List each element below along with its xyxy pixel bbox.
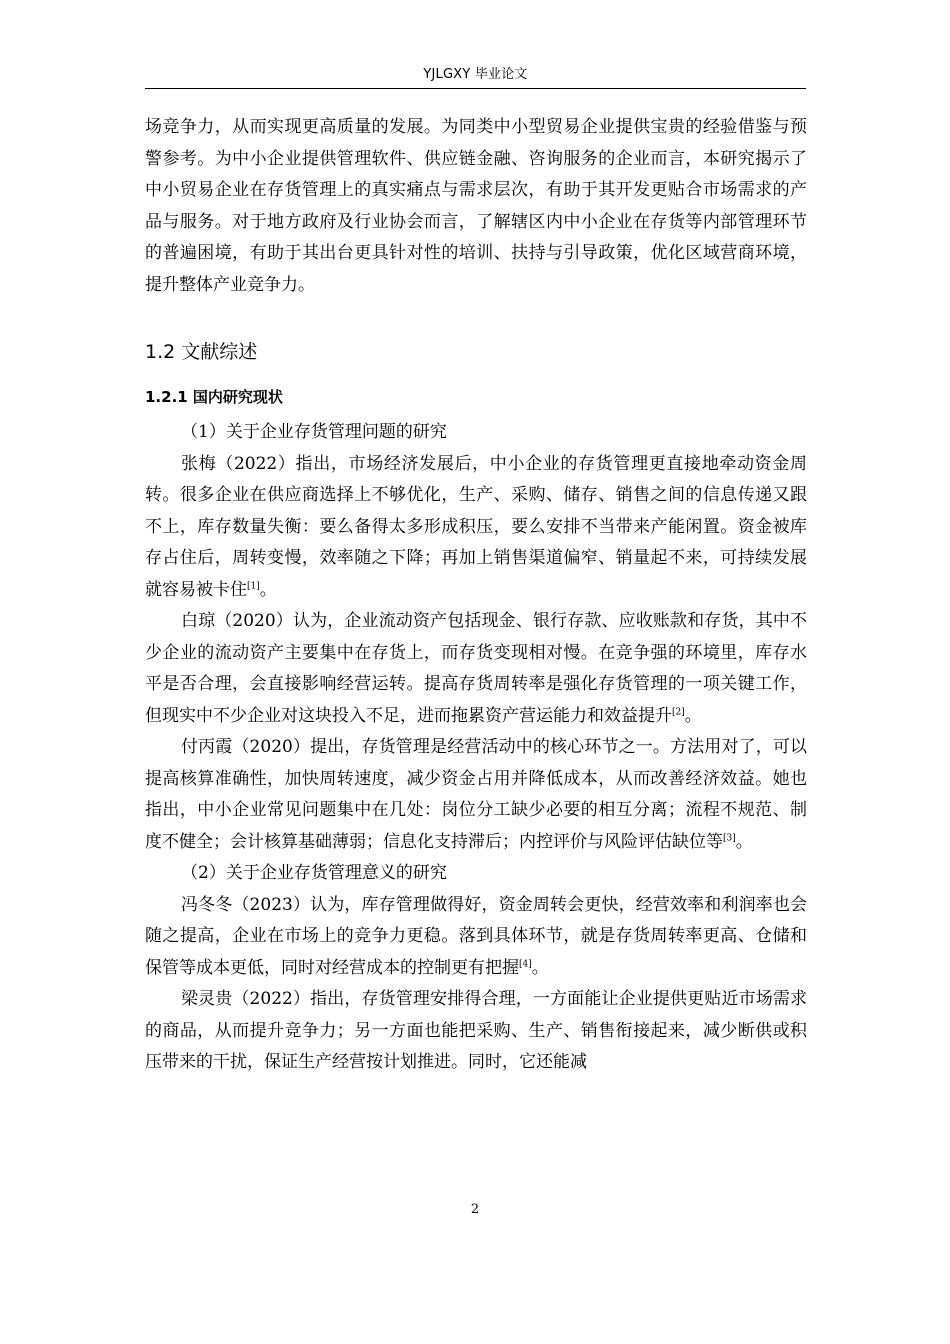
page-number: 2: [470, 1202, 480, 1217]
subsection-heading: 1.2.1 国内研究现状: [145, 388, 283, 406]
paragraph-feng: 冯冬冬（2023）认为，库存管理做得好，资金周转会更快，经营效率和利润率也会随之提高，企业在市场上的竞争力更稳。落到具体环节，就是存货周转率更高、仓储和保管等成本更低，同时对经营成本的控制更有把握[4]。: [145, 894, 807, 978]
paragraph-bai: 白琼（2020）认为，企业流动资产包括现金、银行存款、应收账款和存货，其中不少企业的流动资产主要集中在存货上，而存货变现相对慢。在竞争强的环境里，库存水平是否合理，会直接影响经营运转。提高存货周转率是强化存货管理的一项关键工作，但现实中不少企业对这块投入不足，进而拖累资产营运能力和效益提升[2]。: [145, 611, 807, 726]
section-heading: 1.2 文献综述: [145, 341, 258, 363]
page-header: YJLGXY 毕业论文: [423, 67, 528, 82]
paragraph-fu: 付丙霞（2020）提出，存货管理是经营活动中的核心环节之一。方法用对了，可以提高核算准确性，加快周转速度，减少资金占用并降低成本，从而改善经济效益。她也指出，中小企业常见问题集中在几处：岗位分工缺少必要的相互分离；流程不规范、制度不健全；会计核算基础薄弱；信息化支持滞后；内控评价与风险评估缺位等[3]。: [145, 737, 807, 852]
citation-2: [2]: [672, 706, 685, 717]
paragraph-zhang-text: 张梅（2022）指出，市场经济发展后，中小企业的存货管理更直接地牵动资金周转。很多企业在供应商选择上不够优化，生产、采购、储存、销售之间的信息传递又跟不上，库存数量失衡：要么备得太多形成积压，要么安排不当带来产能闲置。资金被库存占住后，周转变慢，效率随之下降；再加上销售渠道偏窄、销量起不来，可持续发展就容易被卡住: [145, 453, 807, 600]
topic-heading-1: （1）关于企业存货管理问题的研究: [181, 422, 447, 442]
citation-3: [3]: [723, 832, 736, 843]
paragraph-feng-text: 冯冬冬（2023）认为，库存管理做得好，资金周转会更快，经营效率和利润率也会随之提高，企业在市场上的竞争力更稳。落到具体环节，就是存货周转率更高、仓储和保管等成本更低，同时对经营成本的控制更有把握: [145, 894, 807, 978]
citation-1: [1]: [247, 580, 260, 591]
intro-paragraph: 场竞争力，从而实现更高质量的发展。为同类中小型贸易企业提供宝贵的经验借鉴与预警参考。为中小企业提供管理软件、供应链金融、咨询服务的企业而言，本研究揭示了中小贸易企业在存货管理上的真实痛点与需求层次，有助于其开发更贴合市场需求的产品与服务。对于地方政府及行业协会而言，了解辖区内中小企业在存货等内部管理环节的普遍困境，有助于其出台更具针对性的培训、扶持与引导政策，优化区域营商环境，提升整体产业竞争力。: [145, 117, 807, 295]
paragraph-fu-text: 付丙霞（2020）提出，存货管理是经营活动中的核心环节之一。方法用对了，可以提高核算准确性，加快周转速度，减少资金占用并降低成本，从而改善经济效益。她也指出，中小企业常见问题集中在几处：岗位分工缺少必要的相互分离；流程不规范、制度不健全；会计核算基础薄弱；信息化支持滞后；内控评价与风险评估缺位等: [145, 737, 807, 852]
paragraph-liang: 梁灵贵（2022）指出，存货管理安排得合理，一方面能让企业提供更贴近市场需求的商品，从而提升竞争力；另一方面也能把采购、生产、销售衔接起来，减少断供或积压带来的干扰，保证生产经营按计划推进。同时，它还能减: [145, 989, 807, 1072]
topic-heading-2: （2）关于企业存货管理意义的研究: [181, 863, 447, 883]
paragraph-bai-text: 白琼（2020）认为，企业流动资产包括现金、银行存款、应收账款和存货，其中不少企业的流动资产主要集中在存货上，而存货变现相对慢。在竞争强的环境里，库存水平是否合理，会直接影响经营运转。提高存货周转率是强化存货管理的一项关键工作，但现实中不少企业对这块投入不足，进而拖累资产营运能力和效益提升: [145, 611, 807, 726]
header-divider: [145, 88, 806, 89]
paragraph-zhang: 张梅（2022）指出，市场经济发展后，中小企业的存货管理更直接地牵动资金周转。很多企业在供应商选择上不够优化，生产、采购、储存、销售之间的信息传递又跟不上，库存数量失衡：要么备得太多形成积压，要么安排不当带来产能闲置。资金被库存占住后，周转变慢，效率随之下降；再加上销售渠道偏窄、销量起不来，可持续发展就容易被卡住[1]。: [145, 453, 807, 600]
citation-4: [4]: [519, 958, 532, 969]
page-content: [145, 112, 807, 1079]
